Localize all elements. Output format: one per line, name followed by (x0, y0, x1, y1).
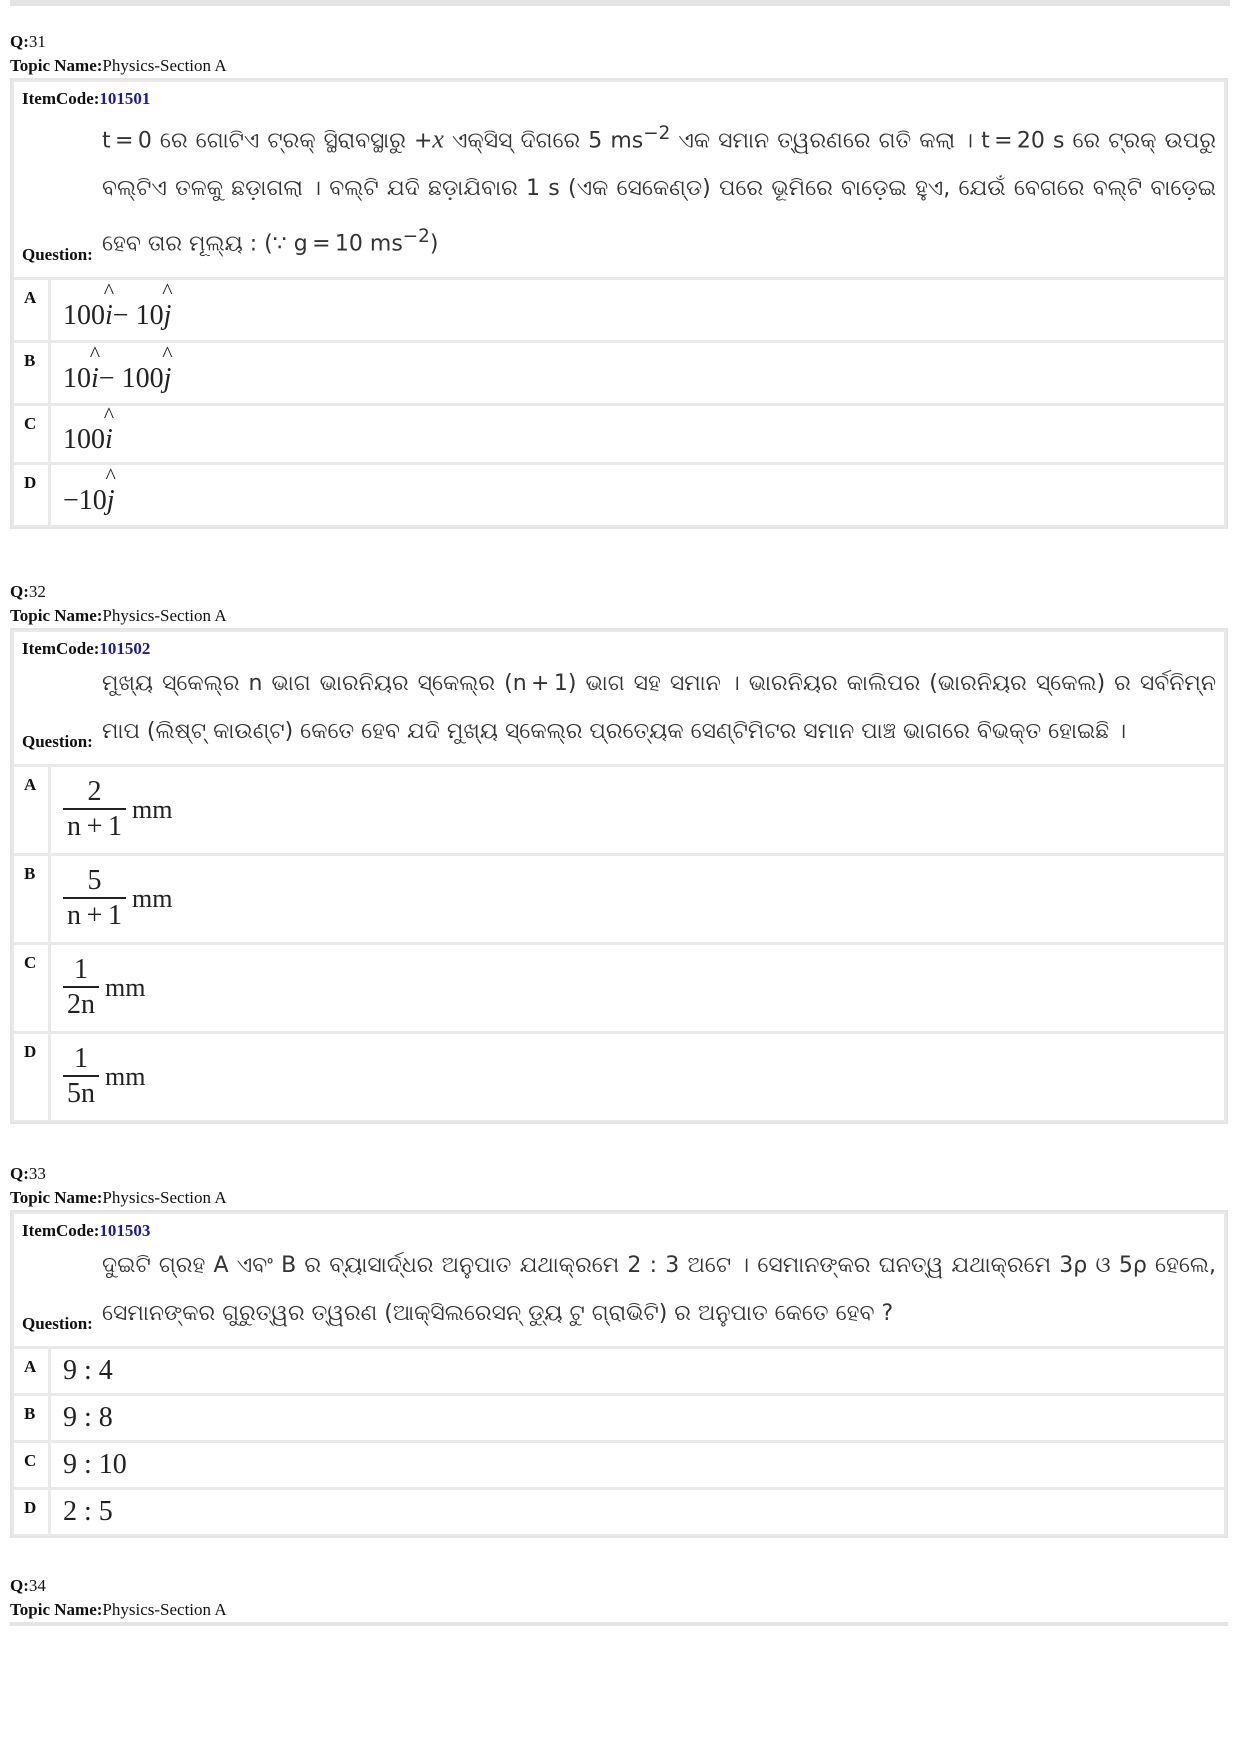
option-a[interactable]: A 100 ^ i − 10 ^ j (14, 280, 1224, 340)
question-block-32 (10, 580, 1228, 1124)
item-code: ItemCode:101501 (22, 89, 151, 108)
option-d[interactable]: D 2 : 5 (14, 1490, 1224, 1534)
option-a[interactable]: A 9 : 4 (14, 1349, 1224, 1393)
top-divider (10, 0, 1230, 6)
option-d[interactable]: D $\frac{1}{5n}$ mm (14, 1034, 1224, 1120)
option-b[interactable]: B 9 : 8 (14, 1396, 1224, 1440)
option-a[interactable]: A $\frac{2}{n + 1}$ mm (14, 767, 1224, 853)
option-c[interactable]: C 100 ^ i (14, 406, 1224, 462)
item-code: ItemCode:101503 (22, 1221, 151, 1240)
question-number: Q:31 (10, 32, 46, 51)
question-row (14, 632, 1224, 764)
question-text: ଦୁଇଟି ଗ୍ରହ A ଏବଂ B ର ବ୍ୟାସାର୍ଦ୍ଧର ଅନୁପାତ ଯଥାକ୍ରମେ 2 : 3 ଅଟେ । ସେମାନଙ୍କର ଘନତ୍ୱ ଯଥାକ୍ରମେ 3ρ ଓ 5ρ ହେଲେ, ସେମାନଙ୍କର ଗୁରୁତ୍ୱର ତ୍ୱରଣ (ଆକ୍ସିଲରେସନ୍ ଡ୍ୟୁ ଟୁ ଗ୍ରାଭିଟି) ର ଅନୁପାତ କେତେ ହେବ ? (102, 1253, 1216, 1326)
question-number: Q:33 (10, 1164, 46, 1183)
option-c[interactable]: C $\frac{1}{2n}$ mm (14, 945, 1224, 1031)
topic-name: Topic Name:Physics-Section A (10, 56, 227, 75)
question-row (14, 82, 1224, 277)
question-number: Q:32 (10, 582, 46, 601)
question-block-33 (10, 1162, 1228, 1538)
topic-name: Topic Name:Physics-Section A (10, 1188, 227, 1207)
question-text: t = 0 ରେ ଗୋଟିଏ ଟ୍ରକ୍ ସ୍ଥିରାବସ୍ଥାରୁ +x ଏକ୍ସିସ୍ ଦିଗରେ 5 $ms^{-2}$ ଏକ ସମାନ ତ୍ୱରଣରେ ଗତି କଲା । t = 20 s ରେ ଟ୍ରକ୍ ଉପରୁ ବଲ୍‌ଟିଏ ତଳକୁ ଛଡ଼ାଗଲା । ବଲ୍‌ଟି ଯଦି ଛଡ଼ାଯିବାର 1 s (ଏକ ସେକେଣ୍ଡ) ପରେ ଭୂମିରେ ବାଡ଼େଇ ହୁଏ, ଯେଉଁ ବେଗରେ ବଲ୍‌ଟି ବାଡ଼େଇ ହେବ ତାର ମୂଲ୍ୟ : (∵ g = 10 $ms^{-2}$) (102, 123, 1217, 257)
item-code: ItemCode:101502 (22, 639, 151, 658)
question-label: Question: (22, 244, 93, 264)
topic-name: Topic Name:Physics-Section A (10, 606, 227, 625)
question-label: Question: (22, 732, 93, 751)
question-row (14, 1214, 1224, 1346)
question-block-31 (10, 30, 1228, 529)
topic-name: Topic Name:Physics-Section A (10, 1600, 227, 1619)
question-card (10, 1210, 1228, 1538)
question-card (10, 628, 1228, 1124)
option-b[interactable]: B $\frac{5}{n + 1}$ mm (14, 856, 1224, 942)
question-label: Question: (22, 1314, 93, 1333)
question-block-34 (10, 1574, 1228, 1626)
option-d[interactable]: D −10 ^ j (14, 465, 1224, 525)
option-b[interactable]: B 10 ^ i − 100 ^ j (14, 343, 1224, 403)
question-card (10, 78, 1228, 529)
question-number: Q:34 (10, 1576, 46, 1595)
question-text: ମୁଖ୍ୟ ସ୍କେଲ୍‌ର n ଭାଗ ଭାରନିୟର ସ୍କେଲ୍‌ର (n + 1) ଭାଗ ସହ ସମାନ । ଭାରନିୟର କାଲିପର (ଭାରନିୟର ସ୍କେଲ) ର ସର୍ବନିମ୍ନ ମାପ (ଲିଷ୍ଟ୍ କାଉଣ୍ଟ) କେତେ ହେବ ଯଦି ମୁଖ୍ୟ ସ୍କେଲ୍‌ର ପ୍ରତ୍ୟେକ ସେଣ୍ଟିମିଟର ସମାନ ପାଞ୍ଚ ଭାଗରେ ବିଭକ୍ତ ହୋଇଛି । (102, 671, 1216, 744)
card-top-edge (10, 1622, 1228, 1626)
option-c[interactable]: C 9 : 10 (14, 1443, 1224, 1487)
